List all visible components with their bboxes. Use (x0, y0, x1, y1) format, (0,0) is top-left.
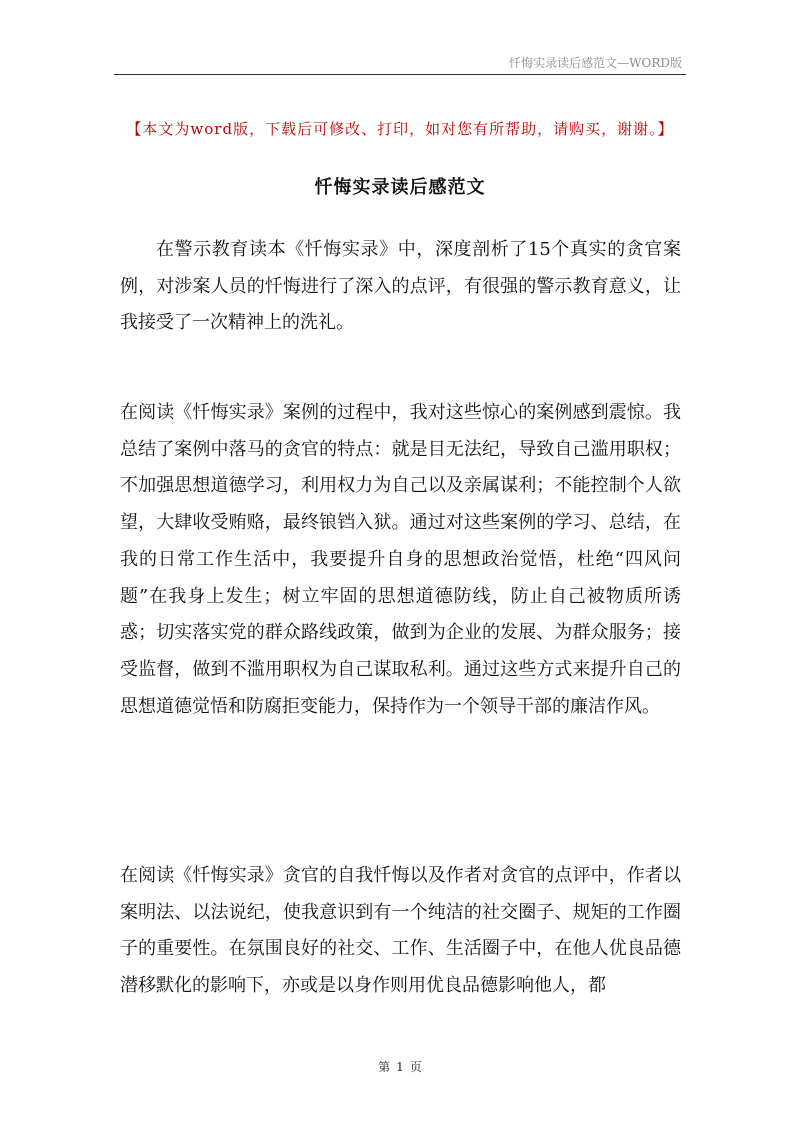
paragraph-2: 在阅读《忏悔实录》案例的过程中，我对这些惊心的案例感到震惊。我总结了案例中落马的贪官的特点：就是目无法纪，导致自己滥用职权；不加强思想道德学习，利用权力为自己以及亲属谋利；不能控制个人欲望，大肆收受贿赂，最终锒铛入狱。通过对这些案例的学习、总结，在我的日常工作生活中，我要提升自身的思想政治觉悟，杜绝“四风问题”在我身上发生；树立牢固的思想道德防线，防止自己被物质所诱惑；切实落实党的群众路线政策，做到为企业的发展、为群众服务；接受监督，做到不滥用职权为自己谋取私利。通过这些方式来提升自己的思想道德觉悟和防腐拒变能力，保持作为一个领导干部的廉洁作风。 (120, 402, 681, 717)
running-header: 忏悔实录读后感范文—WORD版 (509, 56, 682, 70)
paragraph-1: 在警示教育读本《忏悔实录》中，深度剖析了15个真实的贪官案例，对涉案人员的忏悔进行了深入的点评，有很强的警示教育意义，让我接受了一次精神上的洗礼。 (120, 239, 681, 334)
page-footer (0, 1058, 800, 1075)
purchase-notice: 【本文为word版，下载后可修改、打印，如对您有所帮助，请购买，谢谢。】 (126, 120, 674, 138)
footer-prefix: 第 (378, 1060, 391, 1074)
document-title: 忏悔实录读后感范文 (314, 177, 486, 198)
paragraph-3: 在阅读《忏悔实录》贪官的自我忏悔以及作者对贪官的点评中，作者以案明法、以法说纪，使我意识到有一个纯洁的社交圈子、规矩的工作圈子的重要性。在氛围良好的社交、工作、生活圈子中，在他人优良品德潜移默化的影响下，亦或是以身作则用优良品德影响他人，都 (120, 865, 681, 997)
header-divider (114, 74, 686, 75)
footer-suffix: 页 (409, 1060, 422, 1074)
page-number: 1 (396, 1060, 404, 1074)
